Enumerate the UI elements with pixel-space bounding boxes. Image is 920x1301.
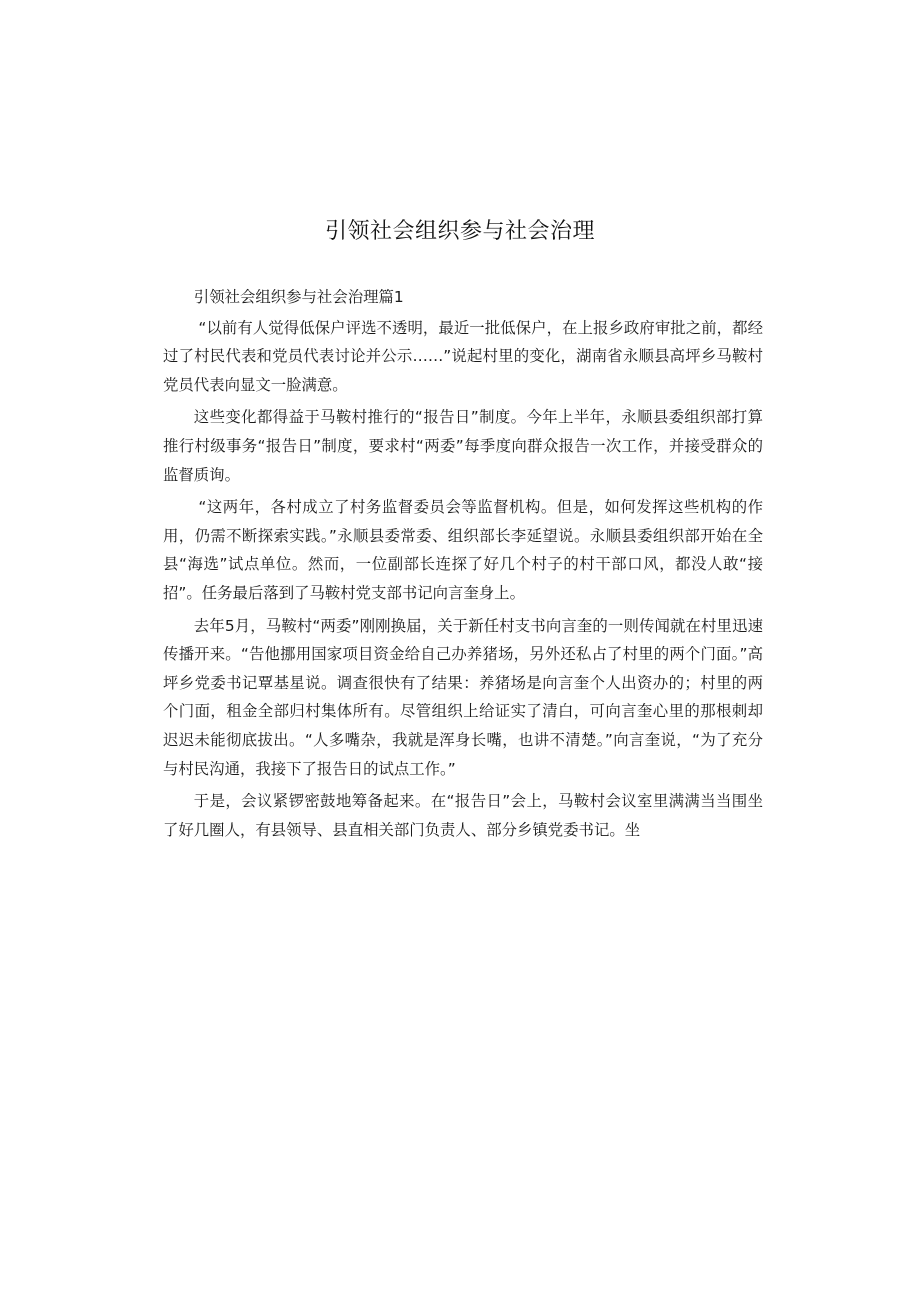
document-title: 引领社会组织参与社会治理 <box>324 219 595 244</box>
paragraph-1: “以前有人觉得低保户评选不透明，最近一批低保户，在上报乡政府审批之前，都经过了村民代表和党员代表讨论并公示……”说起村里的变化，湖南省永顺县高坪乡马鞍村党员代表向显文一脸满意。 <box>163 318 763 394</box>
paragraph-5: 于是，会议紧锣密鼓地筹备起来。在“报告日”会上，马鞍村会议室里满满当当围坐了好几圈人，有县领导、县直相关部门负责人、部分乡镇党委书记。坐 <box>163 792 763 839</box>
document-body <box>163 283 763 844</box>
paragraph-4: 去年5月，马鞍村“两委”刚刚换届，关于新任村支书向言奎的一则传闻就在村里迅速传播开来。“告他挪用国家项目资金给自己办养猪场，另外还私占了村里的两个门面。”高坪乡党委书记覃基星说。调查很快有了结果：养猪场是向言奎个人出资办的；村里的两个门面，租金全部归村集体所有。尽管组织上给证实了清白，可向言奎心里的那根刺却迟迟未能彻底拔出。“人多嘴杂，我就是浑身长嘴，也讲不清楚。”向言奎说，“为了充分与村民沟通，我接下了报告日的试点工作。” <box>163 616 763 778</box>
paragraph-3: “这两年，各村成立了村务监督委员会等监督机构。但是，如何发挥这些机构的作用，仍需不断探索实践。”永顺县委常委、组织部长李延望说。永顺县委组织部开始在全县“海选”试点单位。然而，一位副部长连探了好几个村子的村干部口风，都没人敢“接招”。任务最后落到了马鞍村党支部书记向言奎身上。 <box>163 498 763 602</box>
paragraph-2: 这些变化都得益于马鞍村推行的“报告日”制度。今年上半年，永顺县委组织部打算推行村级事务“报告日”制度，要求村“两委”每季度向群众报告一次工作，并接受群众的监督质询。 <box>163 408 763 484</box>
section-subheading: 引领社会组织参与社会治理篇1 <box>193 288 404 306</box>
